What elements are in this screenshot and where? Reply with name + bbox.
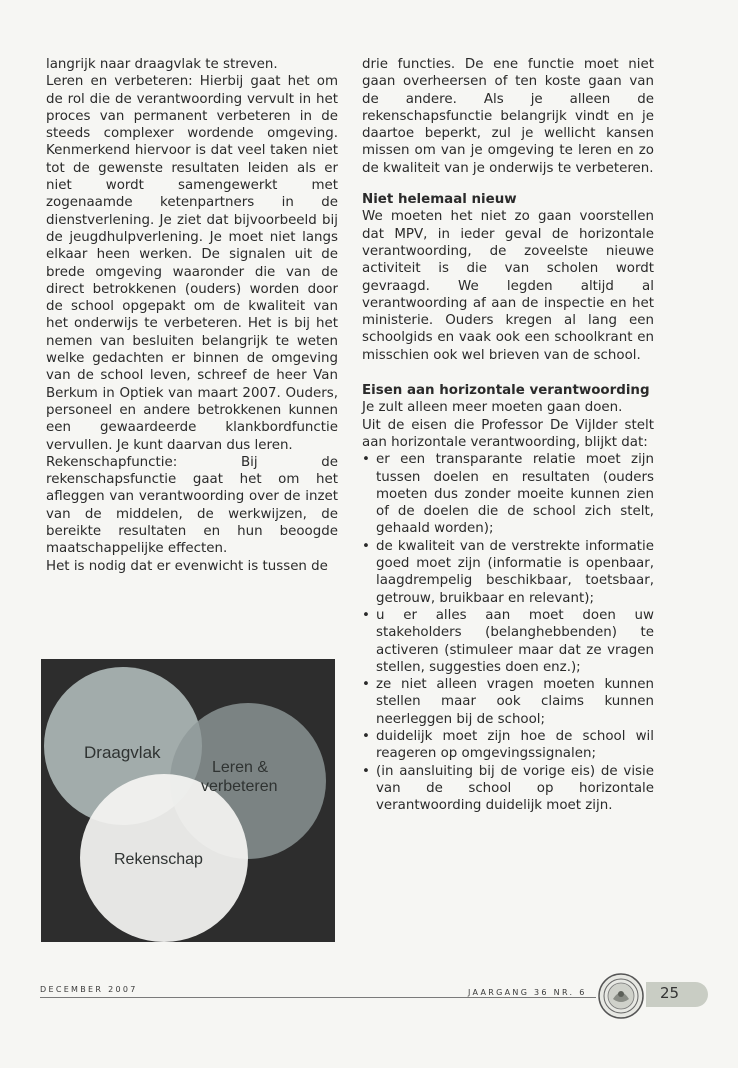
label-draagvlak: Draagvlak xyxy=(84,743,161,762)
left-paragraph-leren: Leren en verbeteren: Hierbij gaat het om de rol die de verantwoording vervult in het proces van permanent verbeteren in de steeds complexer wordende omgeving. Kenmerkend hiervoor is dat veel taken niet tot de gewenste resultaten leiden als er niet wordt samengewerkt met zogenaamde ketenpartners in de dienstverlening. Je ziet dat bijvoorbeeld bij de jeugdhulpverlening. Je moet niet langs elkaar heen werken. De signalen uit de brede omgeving waaronder die van de direct betrokkenen (ouders) worden door de school opgepakt om de kwaliteit van het onderwijs te verbeteren. Het is bij het nemen van besluiten belangrijk te weten welke gedachten er binnen de omgeving van de school leven, schreef de heer Van Berkum in Optiek van maart 2007. Ouders, personeel en andere betrokkenen kunnen een gewaardeerde klankbordfunctie vervullen. Je kunt daarvan dus leren. xyxy=(46,74,338,453)
left-paragraph-1: langrijk naar draagvlak te streven. xyxy=(46,57,278,72)
requirements-list xyxy=(362,451,654,814)
list-item: • (in aansluiting bij de vorige eis) de visie van de school op horizontale verantwoording duidelijk moet zijn. xyxy=(362,763,654,815)
left-column xyxy=(46,56,338,575)
label-leren-line1: Leren & xyxy=(212,759,269,776)
right-column xyxy=(362,56,654,814)
right-paragraph-3: Je zult alleen meer moeten gaan doen. xyxy=(362,400,623,416)
label-rekenschap: Rekenschap xyxy=(114,851,203,868)
venn-svg xyxy=(41,659,335,942)
heading-niet-helemaal-nieuw: Niet helemaal nieuw xyxy=(362,192,517,208)
seal-icon xyxy=(597,972,645,1020)
list-item: • ze niet alleen vragen moeten kunnen stellen maar ook claims kunnen neerleggen bij de school; xyxy=(362,676,654,728)
right-paragraph-2: We moeten het niet zo gaan voorstellen dat MPV, in ieder geval de horizontale verantwoording, de zoveelste nieuwe activiteit is die van scholen wordt gevraagd. We legden altijd al verantwoording af aan de inspectie en het ministerie. Ouders kregen al lang een schoolgids en vaak ook een schoolkrant en misschien ook wel brieven van de school. xyxy=(362,209,654,363)
venn-diagram xyxy=(41,659,335,942)
right-paragraph-4: Uit de eisen die Professor De Vijlder stelt aan horizontale verantwoording, blijkt dat: xyxy=(362,417,654,450)
list-item: • duidelijk moet zijn hoe de school wil reageren op omgevingssignalen; xyxy=(362,728,654,763)
list-item: • de kwaliteit van de verstrekte informatie goed moet zijn (informatie is openbaar, laagdrempelig beschikbaar, toetsbaar, getrouw, bruikbaar en relevant); xyxy=(362,538,654,607)
list-item: • er een transparante relatie moet zijn tussen doelen en resultaten (ouders moeten dus zonder moeite kunnen zien of de doelen die de school zich stelt, gehaald worden); xyxy=(362,451,654,537)
footer-date: DECEMBER 2007 xyxy=(40,985,138,994)
footer-issue: JAARGANG 36 NR. 6 xyxy=(468,988,587,997)
page-number: 25 xyxy=(660,984,680,1002)
left-paragraph-rekenschap: Rekenschapfunctie: Bij de rekenschapsfunctie gaat het om het afleggen van verantwoording over de inzet van de middelen, de werkwijzen, de bereikte resultaten en hun beoogde maatschappelijke effecten. xyxy=(46,454,338,557)
left-paragraph-evenwicht: Het is nodig dat er evenwicht is tussen de xyxy=(46,558,328,574)
label-leren-line2: verbeteren xyxy=(201,778,278,795)
heading-eisen: Eisen aan horizontale verantwoording xyxy=(362,383,650,399)
footer-divider xyxy=(40,997,596,998)
list-item: • u er alles aan moet doen uw stakeholders (belanghebbenden) te activeren (stimuleer maar dat ze vragen stellen, suggesties doen enz.); xyxy=(362,607,654,676)
right-paragraph-1: drie functies. De ene functie moet niet gaan overheersen of ten koste gaan van de andere. Als je alleen de rekenschapsfunctie belangrijk vindt en je daartoe beperkt, zul je wellicht kansen missen om van je omgeving te leren en zo de kwaliteit van je onderwijs te verbeteren. xyxy=(362,57,654,176)
